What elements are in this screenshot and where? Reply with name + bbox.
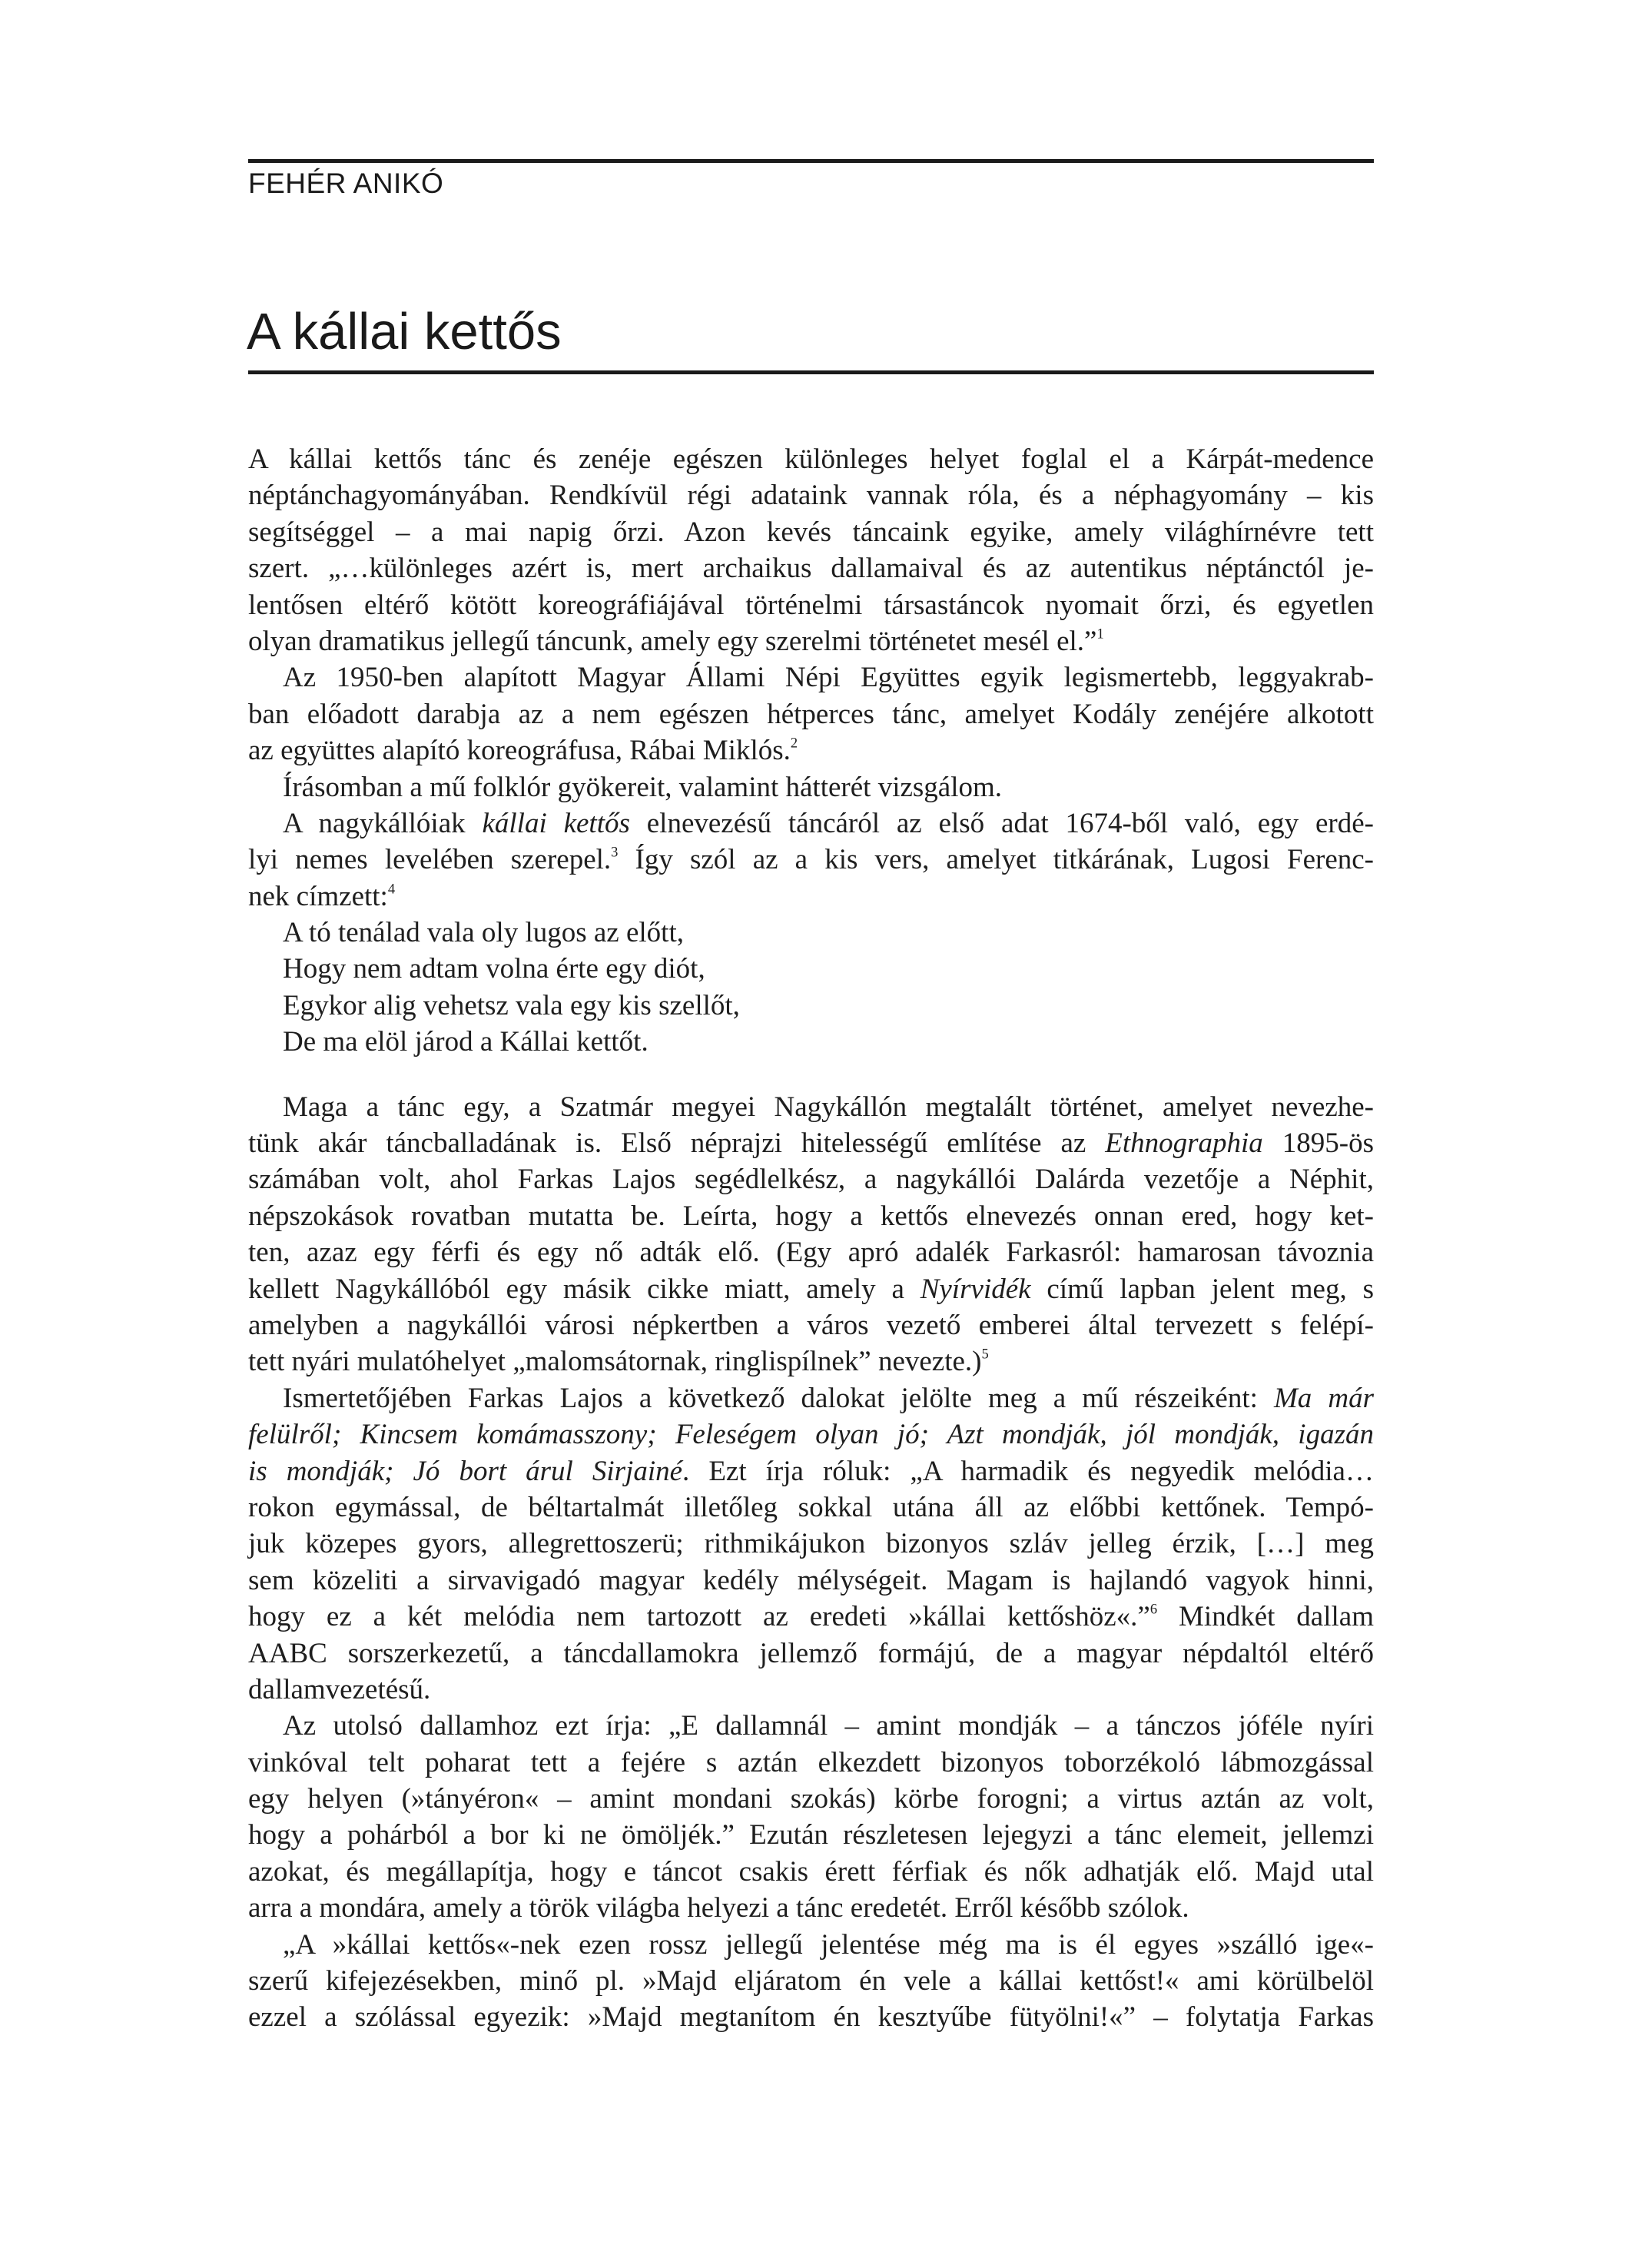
italic-term: kállai kettős (482, 807, 630, 839)
text-line: A kállai kettős tánc és zenéje egészen különleges helyet foglal el a Kárpát-medence (248, 443, 1374, 475)
text-line: ten, azaz egy férfi és egy nő adták elő. (Egy apró adalék Farkasról: hamarosan távoznia (248, 1237, 1374, 1269)
top-rule (248, 159, 1374, 163)
text-line: egy helyen (»tányéron« – amint mondani szokás) körbe forogni; a virtus aztán az volt, (248, 1783, 1374, 1815)
poem-quote (248, 915, 1374, 1061)
text-line: lyi nemes levelében szerepel.$^3$ Így szól az a kis vers, amelyet titkárának, Lugosi Ferenc- (248, 844, 1374, 876)
title-rule (248, 370, 1374, 374)
text-line: népszokások rovatban mutatta be. Leírta, hogy a kettős elnevezés onnan ered, hogy ket- (248, 1200, 1374, 1232)
section-gap (248, 1061, 1374, 1089)
text-line: Ismertetőjében Farkas Lajos a következő dalokat jelölte meg a mű részeiként: Ma már (283, 1382, 1374, 1414)
italic-song-titles: is mondják; Jó bort árul Sirjainé (248, 1455, 683, 1487)
text-line: számában volt, ahol Farkas Lajos segédlelkész, a nagykállói Dalárda vezetője a Néphit, (248, 1164, 1374, 1196)
paragraph-3 (248, 769, 1374, 805)
footnote-ref[interactable]: 1 (1096, 626, 1104, 643)
poem-line: Egykor alig vehetsz vala egy kis szellőt, (283, 989, 740, 1021)
text-line: AABC sorszerkezetű, a táncdallamokra jellemző formájú, de a magyar népdaltól eltérő (248, 1637, 1374, 1669)
text-line: lentősen eltérő kötött koreográfiájával történelmi társastáncok nyomait őrzi, és egyetlen (248, 589, 1374, 621)
text-line: szerű kifejezésekben, minő pl. »Majd eljáratom én vele a kállai kettőst!« ami körülbelöl (248, 1965, 1374, 1997)
text-line: hogy ez a két melódia nem tartozott az eredeti »kállai kettőshöz«.”$^6$ Mindkét dallam (248, 1601, 1374, 1633)
text-line: juk közepes gyors, allegrettoszerü; rithmikájukon bizonyos szláv jelleg érzik, […] meg (248, 1528, 1374, 1560)
text-line: kellett Nagykállóból egy másik cikke miatt, amely a Nyírvidék című lapban jelent meg, s (248, 1273, 1374, 1305)
italic-journal-title: Nyírvidék (920, 1273, 1031, 1305)
footnote-ref[interactable]: 2 (790, 736, 798, 752)
text-line: ezzel a szólással egyezik: »Majd megtanítom én kesztyűbe fütyölni!«” – folytatja Farkas (248, 2001, 1374, 2034)
paragraph-5 (248, 1089, 1374, 1380)
text-line: néptánchagyományában. Rendkívül régi adataink vannak róla, és a néphagyomány – kis (248, 480, 1374, 512)
italic-song-title: Ma már (1273, 1382, 1374, 1414)
italic-journal-title: Ethnographia (1105, 1127, 1263, 1160)
text-line: nek címzett:$^4$ (248, 880, 396, 912)
text-line: dallamvezetésű. (248, 1673, 431, 1705)
text-line: ban előadott darabja az a nem egészen hétperces tánc, amelyet Kodály zenéjére alkotott (248, 698, 1374, 730)
paragraph-4 (248, 805, 1374, 915)
text-line: azokat, és megállapítja, hogy e táncot csakis érett férfiak és nők adhatják elő. Majd utal (248, 1855, 1374, 1888)
text-line: az együttes alapító koreográfusa, Rábai Miklós.$^2$ (248, 735, 798, 767)
text-line: sem közeliti a sirvavigadó magyar kedély mélységeit. Magam is hajlandó vagyok hinni, (248, 1564, 1374, 1596)
text-line: segítséggel – a mai napig őrzi. Azon kevés táncaink egyike, amely világhírnévre tett (248, 516, 1374, 548)
text-line: amelyben a nagykállói városi népkertben a város vezető emberei által tervezett s felépí- (248, 1309, 1374, 1341)
text-line: szert. „…különleges azért is, mert archaikus dallamaival és az autentikus néptánctól je- (248, 553, 1374, 585)
text-line: Az 1950-ben alapított Magyar Állami Népi Együttes egyik legismertebb, leggyakrab- (283, 662, 1374, 694)
poem-line: De ma elöl járod a Kállai kettőt. (283, 1026, 648, 1058)
text-line: Maga a tánc egy, a Szatmár megyei Nagykállón megtalált történet, amelyet nevezhe- (283, 1091, 1374, 1123)
text-line: rokon egymással, de béltartalmát illetőleg sokkal utána áll az előbbi kettőnek. Tempó- (248, 1491, 1374, 1523)
footnote-ref[interactable]: 5 (981, 1347, 989, 1363)
text-line: olyan dramatikus jellegű táncunk, amely egy szerelmi történetet mesél el.”$^1$ (248, 625, 1104, 657)
article-body (248, 441, 1374, 2036)
paragraph-6 (248, 1380, 1374, 1708)
text-line: A nagykállóiak kállai kettős elnevezésű táncáról az első adat 1674-ből való, egy erdé- (283, 807, 1374, 839)
author-name: FEHÉR ANIKÓ (248, 168, 444, 199)
paragraph-8 (248, 1927, 1374, 2036)
italic-song-titles: felülről; Kincsem komámasszony; Feleségem olyan jó; Azt mondják, jól mondják, igazán (248, 1419, 1374, 1451)
text-line: vinkóval telt poharat tett a fejére s aztán elkezdett bizonyos toborzékoló lábmozgással (248, 1746, 1374, 1778)
text-line: tett nyári mulatóhelyet „malomsátornak, ringlispílnek” nevezte.)$^5$ (248, 1346, 989, 1378)
paragraph-7 (248, 1708, 1374, 1926)
text-line: arra a mondára, amely a török világba helyezi a tánc eredetét. Erről később szólok. (248, 1892, 1189, 1924)
text-line: is mondják; Jó bort árul Sirjainé. Ezt írja róluk: „A harmadik és negyedik melódia… (248, 1455, 1374, 1487)
footnote-ref[interactable]: 4 (387, 881, 396, 897)
poem-line: A tó tenálad vala oly lugos az előtt, (283, 917, 684, 949)
text-line: „A »kállai kettős«-nek ezen rossz jellegű jelentése még ma is él egyes »szálló ige«- (283, 1928, 1374, 1961)
article-title: A kállai kettős (247, 303, 562, 360)
text-line: hogy a pohárból a bor ki ne ömöljék.” Ezután részletesen lejegyzi a tánc elemeit, jellemzi (248, 1819, 1374, 1851)
paragraph-1 (248, 441, 1374, 659)
footnote-ref[interactable]: 3 (611, 845, 619, 861)
text-line: Az utolsó dallamhoz ezt írja: „E dallamnál – amint mondják – a tánczos jóféle nyíri (283, 1710, 1374, 1742)
footnote-ref[interactable]: 6 (1149, 1602, 1158, 1618)
text-line (248, 1416, 1374, 1453)
poem-line: Hogy nem adtam volna érte egy diót, (283, 953, 705, 985)
text-line: Írásomban a mű folklór gyökereit, valamint hátterét vizsgálom. (283, 771, 1003, 803)
text-line: tünk akár táncballadának is. Első néprajzi hitelességű említése az Ethnographia 1895-ös (248, 1127, 1374, 1160)
paragraph-2 (248, 659, 1374, 769)
